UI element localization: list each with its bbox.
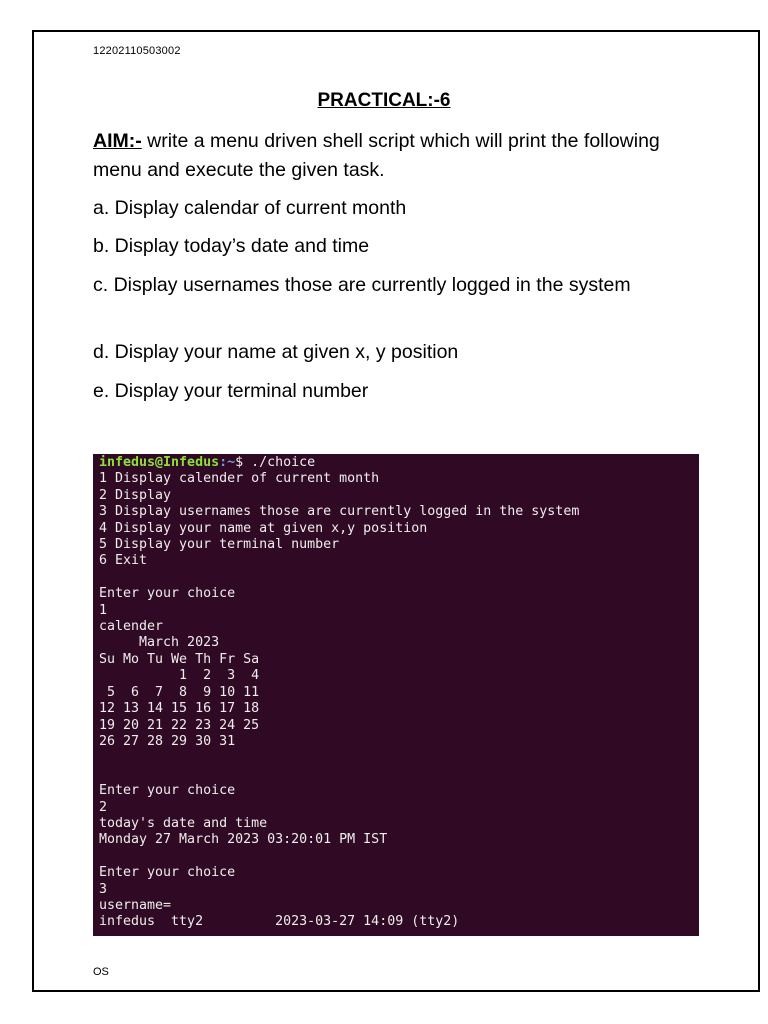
terminal-line: username= — [99, 897, 172, 913]
terminal-line: Enter your choice — [99, 783, 236, 799]
terminal-line: 19 20 21 22 23 24 25 — [99, 717, 260, 733]
terminal-line: March 2023 — [99, 635, 220, 651]
terminal-line: 5 6 7 8 9 10 11 — [99, 684, 260, 700]
terminal-prompt-line — [99, 455, 699, 471]
terminal-line — [99, 570, 699, 586]
terminal-line — [99, 767, 699, 783]
menu-item-a: a. Display calendar of current month — [93, 197, 407, 219]
terminal-line: calender — [99, 619, 164, 635]
menu-item-e: e. Display your terminal number — [93, 380, 369, 402]
terminal-line: 2 Display — [99, 487, 172, 503]
terminal-line: 3 — [99, 881, 108, 897]
terminal-line: Enter your choice — [99, 865, 236, 881]
terminal-line: 1 Display calender of current month — [99, 471, 380, 487]
terminal-line: 5 Display your terminal number — [99, 537, 340, 553]
terminal-line: 1 2 3 4 — [99, 668, 260, 684]
prompt-user: infedus@Infedus — [99, 455, 220, 470]
terminal-line: Enter your choice — [99, 586, 236, 602]
aim-paragraph — [93, 127, 673, 185]
terminal-line — [99, 849, 699, 865]
footer-text: OS — [93, 966, 109, 978]
terminal-line: Monday 27 March 2023 03:20:01 PM IST — [99, 832, 388, 848]
prompt-path: :~ — [219, 455, 236, 470]
terminal-screenshot — [93, 454, 699, 936]
terminal-line: 2 — [99, 799, 108, 815]
menu-item-c: c. Display usernames those are currently logged in the system — [93, 274, 631, 296]
header-id-number: 12202110503002 — [93, 45, 181, 57]
terminal-line: 26 27 28 29 30 31 — [99, 733, 236, 749]
aim-text: write a menu driven shell script which will print the following menu and execute the given task. — [93, 130, 660, 181]
terminal-output — [99, 471, 699, 930]
prompt-command: $ ./choice — [235, 455, 316, 470]
terminal-line: infedus tty2 2023-03-27 14:09 (tty2) — [99, 914, 460, 930]
terminal-line: 6 Exit — [99, 553, 148, 569]
aim-label: AIM:- — [93, 130, 142, 152]
page-title: PRACTICAL:-6 — [317, 90, 451, 111]
menu-item-b: b. Display today’s date and time — [93, 235, 370, 257]
terminal-line: 12 13 14 15 16 17 18 — [99, 701, 260, 717]
terminal-line: 4 Display your name at given x,y position — [99, 520, 428, 536]
terminal-line — [99, 750, 699, 766]
terminal-line: Su Mo Tu We Th Fr Sa — [99, 651, 260, 667]
terminal-line: today's date and time — [99, 815, 268, 831]
terminal-line: 1 — [99, 602, 108, 618]
menu-item-d: d. Display your name at given x, y position — [93, 341, 459, 363]
terminal-line: 3 Display usernames those are currently logged in the system — [99, 504, 580, 520]
